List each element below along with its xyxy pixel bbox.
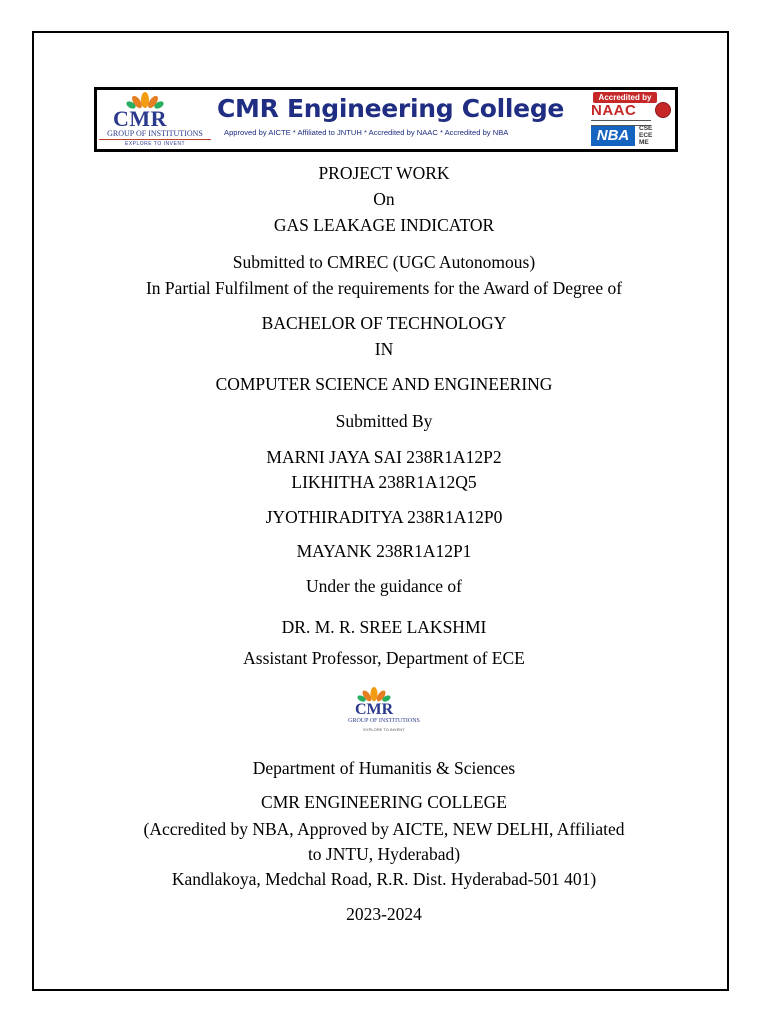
in-text: IN xyxy=(374,339,394,359)
guide-title: Assistant Professor, Department of ECE xyxy=(243,648,525,668)
address: Kandlakoya, Medchal Road, R.R. Dist. Hyderabad-501 401) xyxy=(171,869,597,889)
academic-year: 2023-2024 xyxy=(346,904,422,924)
logo-tagline: EXPLORE TO INVENT xyxy=(363,727,405,732)
student-4: MAYANK 238R1A12P1 xyxy=(296,541,472,561)
logo-tagline: EXPLORE TO INVENT xyxy=(99,139,211,147)
heading: PROJECT WORK xyxy=(318,163,450,183)
nba-stream: CSE xyxy=(639,125,653,132)
project-title: GAS LEAKAGE INDICATOR xyxy=(273,215,495,235)
naac-seal-icon xyxy=(655,102,671,118)
college-approvals: Approved by AICTE * Affiliated to JNTUH * Accredited by NAAC * Accredited by NBA xyxy=(224,128,509,137)
accreditation-line-1: (Accredited by NBA, Approved by AICTE, NEW DELHI, Affiliated xyxy=(143,819,625,839)
logo-group-text: GROUP OF INSTITUTIONS xyxy=(107,129,203,138)
nba-streams xyxy=(639,125,652,146)
submitted-by: Submitted By xyxy=(335,411,433,431)
branch: COMPUTER SCIENCE AND ENGINEERING xyxy=(215,374,553,394)
student-1: MARNI JAYA SAI 238R1A12P2 xyxy=(266,447,502,467)
nba-logo: NBA xyxy=(591,126,635,146)
accreditation-logos xyxy=(587,92,673,148)
nba-stream: ECE xyxy=(639,132,653,139)
logo-group-text: GROUP OF INSTITUTIONS xyxy=(348,718,420,724)
accredited-label: Accredited by xyxy=(593,92,657,103)
college-banner xyxy=(94,87,678,152)
guide-name: DR. M. R. SREE LAKSHMI xyxy=(281,617,487,637)
accreditation-line-2: to JNTU, Hyderabad) xyxy=(307,844,461,864)
guidance-text: Under the guidance of xyxy=(306,576,462,596)
college-name-footer: CMR ENGINEERING COLLEGE xyxy=(261,792,507,812)
partial-fulfilment: In Partial Fulfilment of the requirements for the Award of Degree of xyxy=(145,278,623,298)
logo-cmr-text: CMR xyxy=(355,701,394,718)
student-2: LIKHITHA 238R1A12Q5 xyxy=(291,472,477,492)
department: Department of Humanitis & Sciences xyxy=(252,758,516,778)
logo-cmr-text: CMR xyxy=(113,106,168,131)
cmr-logo-small xyxy=(336,687,432,735)
degree: BACHELOR OF TECHNOLOGY xyxy=(261,313,507,333)
on-text: On xyxy=(373,189,395,209)
college-name: CMR Engineering College xyxy=(217,94,565,123)
cmr-logo xyxy=(99,92,211,150)
submitted-to: Submitted to CMREC (UGC Autonomous) xyxy=(232,252,536,272)
nba-stream: ME xyxy=(639,139,649,146)
naac-logo: NAAC xyxy=(591,102,637,119)
student-3: JYOTHIRADITYA 238R1A12P0 xyxy=(265,507,503,527)
